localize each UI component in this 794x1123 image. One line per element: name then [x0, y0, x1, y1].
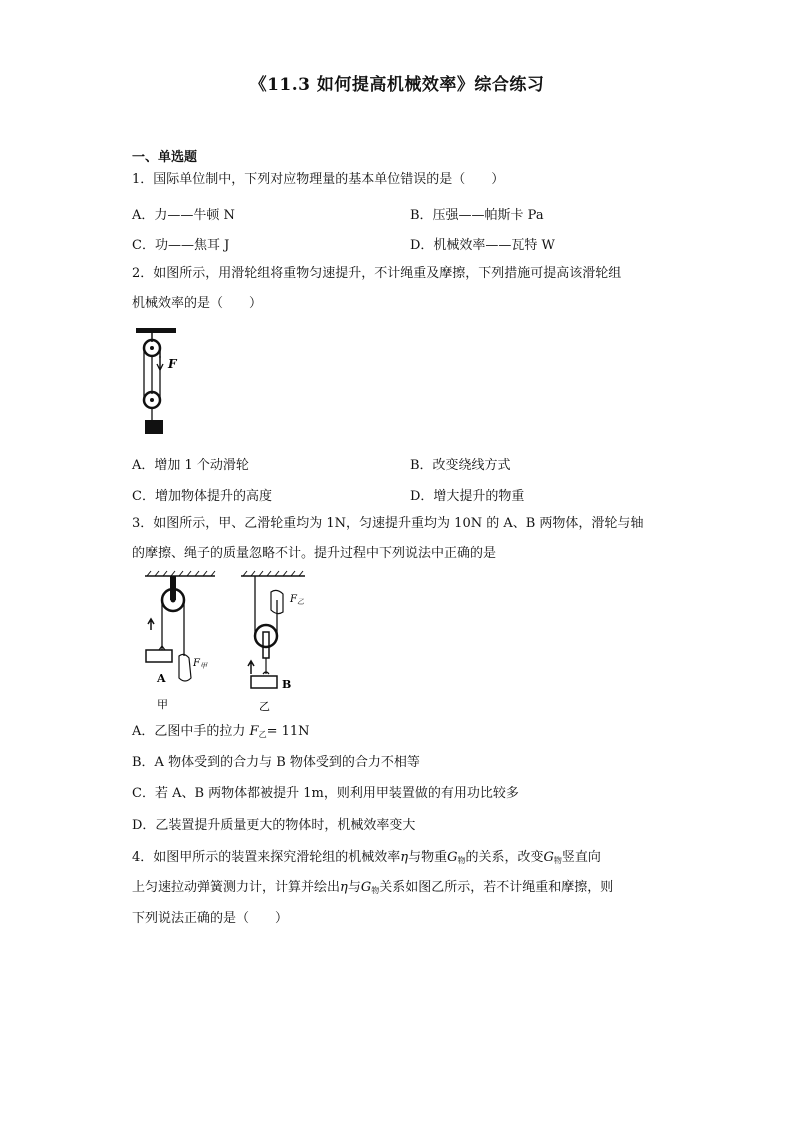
question-1-option-c: C．功——焦耳 J [132, 238, 230, 253]
question-1-option-b: B．压强——帕斯卡 Pa [410, 208, 544, 223]
question-1-option-d: D．机械效率——瓦特 W [410, 238, 555, 253]
document-title: 《11.3 如何提高机械效率》综合练习 [249, 75, 545, 95]
question-2-option-b: B．改变绕线方式 [410, 458, 511, 473]
load-block [145, 420, 163, 434]
question-1-option-a: A．力——牛顿 N [132, 208, 235, 223]
block-b [251, 676, 277, 688]
question-2-option-c: C．增加物体提升的高度 [132, 489, 272, 504]
caption-yi: 乙 [259, 700, 270, 713]
pulley-system-figure [132, 324, 192, 442]
force-label: F [168, 357, 177, 371]
question-1-stem: 1．国际单位制中，下列对应物理量的基本单位错误的是（ ） [132, 172, 505, 187]
up-arrow-icon [248, 661, 254, 674]
pulley-comparison-figure [135, 570, 315, 718]
movable-pulley-yi [255, 625, 277, 647]
force-label-yi: $F_乙$ [290, 594, 304, 606]
question-3-option-a: A．乙图中手的拉力 $F_乙= 11N$ [132, 724, 310, 739]
question-2-stem-line1: 2．如图所示，用滑轮组将重物匀速提升，不计绳重及摩擦，下列措施可提高该滑轮组 [132, 266, 622, 281]
question-4-stem-line2: 上匀速拉动弹簧测力计，计算并绘出η与$G_物$关系如图乙所示，若不计绳重和摩擦，则 [132, 880, 614, 895]
ceiling-hatch-right [241, 571, 305, 576]
question-4-stem-line1: 4．如图甲所示的装置来探究滑轮组的机械效率η与物重$G_物$的关系，改变$G_物$竖直向 [132, 850, 601, 865]
ceiling-hatch-left [145, 571, 215, 576]
caption-jia: 甲 [157, 698, 168, 711]
question-3-option-d: D．乙装置提升质量更大的物体时，机械效率变大 [132, 818, 416, 833]
question-3-stem-line1: 3．如图所示，甲、乙滑轮重均为 1N，匀速提升重均为 10N 的 A、B 两物体，滑轮与轴 [132, 516, 644, 531]
ceiling-beam [136, 328, 176, 333]
question-2-option-a: A．增加 1 个动滑轮 [132, 458, 249, 473]
hand-jia-icon [179, 654, 191, 681]
label-a: A [157, 672, 166, 685]
question-3-stem-line2: 的摩擦、绳子的质量忽略不计。提升过程中下列说法中正确的是 [132, 546, 497, 561]
question-3-option-c: C．若 A、B 两物体都被提升 1m，则利用甲装置做的有用功比较多 [132, 786, 519, 801]
block-a [146, 650, 172, 662]
label-b: B [282, 678, 292, 691]
up-arrow-icon [148, 619, 154, 630]
question-2-option-d: D．增大提升的物重 [410, 489, 525, 504]
force-label-jia: $F_甲$ [193, 658, 207, 670]
section-heading: 一、单选题 [132, 150, 198, 165]
question-4-stem-line3: 下列说法正确的是（ ） [132, 911, 289, 926]
question-2-stem-line2: 机械效率的是（ ） [132, 296, 263, 311]
question-3-option-b: B．A 物体受到的合力与 B 物体受到的合力不相等 [132, 755, 420, 770]
